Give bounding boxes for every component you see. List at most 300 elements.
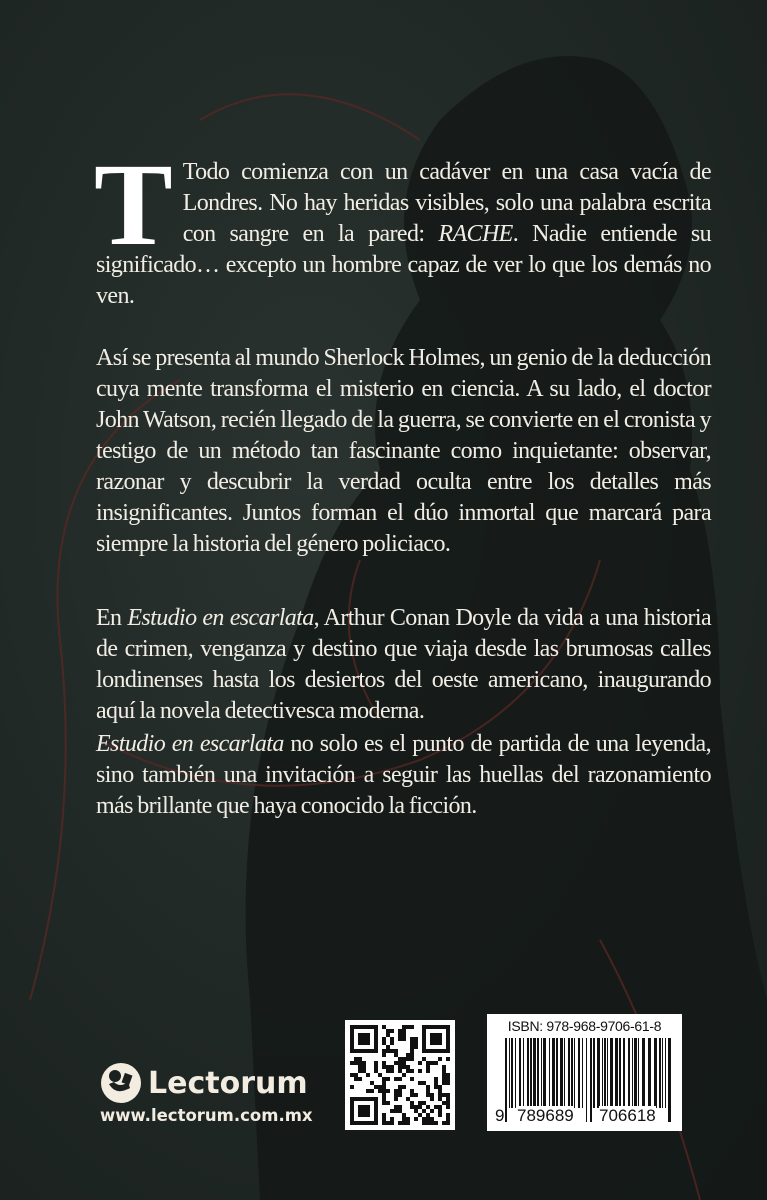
qr-module xyxy=(430,1117,434,1121)
qr-module xyxy=(430,1121,434,1125)
qr-module xyxy=(358,1069,362,1073)
qr-module xyxy=(358,1041,362,1045)
qr-module xyxy=(358,1065,362,1069)
barcode-bar xyxy=(515,1038,516,1108)
qr-module xyxy=(414,1117,418,1121)
qr-module xyxy=(438,1049,442,1053)
barcode-bar xyxy=(593,1038,595,1108)
qr-module xyxy=(446,1029,450,1033)
drop-cap: T xyxy=(94,139,173,270)
qr-module xyxy=(410,1101,414,1105)
qr-module xyxy=(402,1029,406,1033)
qr-module xyxy=(402,1025,406,1029)
qr-module xyxy=(410,1093,414,1097)
qr-module xyxy=(358,1121,362,1125)
qr-module xyxy=(402,1121,406,1125)
qr-module xyxy=(374,1033,378,1037)
qr-module xyxy=(354,1121,358,1125)
qr-module xyxy=(398,1093,402,1097)
barcode-bar xyxy=(586,1038,587,1122)
qr-module xyxy=(358,1033,362,1037)
qr-module xyxy=(386,1045,390,1049)
qr-module xyxy=(426,1069,430,1073)
barcode-bar xyxy=(568,1038,570,1108)
paragraph-closing xyxy=(96,729,711,822)
qr-module xyxy=(370,1097,374,1101)
qr-module xyxy=(362,1041,366,1045)
qr-module xyxy=(410,1069,414,1073)
qr-module xyxy=(370,1081,374,1085)
qr-module xyxy=(358,1113,362,1117)
qr-module xyxy=(406,1097,410,1101)
qr-module xyxy=(406,1065,410,1069)
qr-module xyxy=(366,1049,370,1053)
qr-module xyxy=(358,1061,362,1065)
qr-module xyxy=(394,1049,398,1053)
qr-module xyxy=(418,1081,422,1085)
qr-module xyxy=(378,1085,382,1089)
qr-module xyxy=(430,1093,434,1097)
barcode-bar xyxy=(668,1038,671,1122)
qr-module xyxy=(370,1025,374,1029)
qr-module xyxy=(398,1065,402,1069)
barcode-bar xyxy=(533,1038,536,1108)
qr-module xyxy=(350,1117,354,1121)
qr-module xyxy=(374,1065,378,1069)
qr-module xyxy=(386,1033,390,1037)
qr-module xyxy=(426,1049,430,1053)
qr-module xyxy=(366,1041,370,1045)
qr-module xyxy=(374,1049,378,1053)
barcode-bar xyxy=(574,1038,575,1108)
qr-module xyxy=(350,1121,354,1125)
qr-module xyxy=(434,1037,438,1041)
qr-module xyxy=(382,1097,386,1101)
barcode-digits-left: 789689 xyxy=(517,1106,574,1125)
qr-module xyxy=(402,1117,406,1121)
barcode-bar xyxy=(560,1038,563,1108)
barcode-bar xyxy=(634,1038,637,1108)
qr-module xyxy=(366,1105,370,1109)
qr-module xyxy=(410,1105,414,1109)
qr-module xyxy=(426,1025,430,1029)
qr-module xyxy=(406,1057,410,1061)
qr-module xyxy=(434,1041,438,1045)
qr-module xyxy=(362,1061,366,1065)
qr-module xyxy=(430,1037,434,1041)
qr-module xyxy=(410,1077,414,1081)
qr-module xyxy=(370,1049,374,1053)
barcode-bar xyxy=(549,1038,550,1108)
qr-module xyxy=(422,1081,426,1085)
qr-module xyxy=(442,1093,446,1097)
qr-module xyxy=(426,1061,430,1065)
qr-module xyxy=(358,1025,362,1029)
barcode-bar xyxy=(638,1038,639,1108)
qr-module xyxy=(410,1025,414,1029)
qr-module xyxy=(422,1029,426,1033)
qr-module xyxy=(414,1105,418,1109)
qr-module xyxy=(438,1033,442,1037)
qr-module xyxy=(402,1037,406,1041)
qr-module xyxy=(446,1041,450,1045)
qr-module xyxy=(446,1057,450,1061)
qr-module xyxy=(418,1069,422,1073)
paragraph-doyle xyxy=(96,603,711,727)
qr-module xyxy=(394,1053,398,1057)
qr-module xyxy=(374,1069,378,1073)
qr-module xyxy=(442,1069,446,1073)
isbn-label: ISBN: 978-968-9706-61-8 xyxy=(507,1018,662,1034)
qr-module xyxy=(386,1049,390,1053)
barcode-bar xyxy=(623,1038,625,1108)
qr-module xyxy=(426,1065,430,1069)
qr-module xyxy=(434,1121,438,1125)
qr-module xyxy=(426,1093,430,1097)
qr-module xyxy=(358,1077,362,1081)
qr-module xyxy=(386,1121,390,1125)
qr-module xyxy=(446,1033,450,1037)
qr-module xyxy=(358,1057,362,1061)
qr-module xyxy=(438,1097,442,1101)
barcode-bar xyxy=(564,1038,565,1108)
barcode-bar xyxy=(615,1038,618,1108)
barcode-bar xyxy=(523,1038,524,1108)
qr-module xyxy=(374,1121,378,1125)
qr-module xyxy=(422,1057,426,1061)
qr-module xyxy=(374,1029,378,1033)
qr-module xyxy=(370,1121,374,1125)
qr-module xyxy=(394,1089,398,1093)
qr-module xyxy=(362,1069,366,1073)
qr-module xyxy=(374,1097,378,1101)
qr-module xyxy=(406,1117,410,1121)
qr-module xyxy=(354,1097,358,1101)
qr-module xyxy=(350,1033,354,1037)
qr-module xyxy=(442,1065,446,1069)
qr-module xyxy=(414,1041,418,1045)
qr-module xyxy=(362,1113,366,1117)
qr-module xyxy=(390,1121,394,1125)
qr-module xyxy=(398,1105,402,1109)
qr-module xyxy=(370,1089,374,1093)
barcode-bar xyxy=(604,1038,606,1108)
qr-module xyxy=(374,1117,378,1121)
qr-module xyxy=(430,1025,434,1029)
qr-module xyxy=(438,1057,442,1061)
qr-module xyxy=(434,1105,438,1109)
qr-module xyxy=(446,1101,450,1105)
publisher-url: www.lectorum.com.mx xyxy=(100,1106,313,1125)
qr-module xyxy=(414,1037,418,1041)
qr-module xyxy=(438,1025,442,1029)
qr-module xyxy=(366,1073,370,1077)
qr-module xyxy=(366,1089,370,1093)
qr-module xyxy=(382,1041,386,1045)
qr-module xyxy=(350,1049,354,1053)
qr-module xyxy=(386,1029,390,1033)
qr-module xyxy=(374,1025,378,1029)
qr-module xyxy=(446,1045,450,1049)
qr-module xyxy=(354,1025,358,1029)
qr-module xyxy=(366,1121,370,1125)
qr-module xyxy=(402,1113,406,1117)
qr-module xyxy=(386,1101,390,1105)
qr-module xyxy=(410,1037,414,1041)
italic-text: RACHE xyxy=(438,221,513,247)
barcode-bar xyxy=(578,1038,580,1108)
barcode-bar xyxy=(537,1038,539,1108)
qr-module xyxy=(434,1061,438,1065)
qr-module xyxy=(374,1085,378,1089)
qr-module xyxy=(430,1097,434,1101)
qr-module xyxy=(382,1077,386,1081)
qr-module xyxy=(438,1105,442,1109)
qr-module xyxy=(422,1033,426,1037)
qr-module xyxy=(350,1073,354,1077)
qr-module xyxy=(434,1077,438,1081)
qr-module xyxy=(410,1045,414,1049)
qr-module xyxy=(350,1041,354,1045)
qr-module xyxy=(422,1037,426,1041)
qr-module xyxy=(382,1089,386,1093)
qr-module xyxy=(422,1025,426,1029)
qr-module xyxy=(350,1025,354,1029)
qr-module xyxy=(374,1041,378,1045)
qr-module xyxy=(362,1105,366,1109)
qr-module xyxy=(418,1101,422,1105)
qr-module xyxy=(426,1117,430,1121)
qr-module xyxy=(366,1097,370,1101)
qr-module xyxy=(398,1077,402,1081)
qr-module xyxy=(390,1065,394,1069)
qr-module xyxy=(434,1049,438,1053)
qr-module xyxy=(374,1109,378,1113)
qr-module xyxy=(390,1109,394,1113)
qr-module xyxy=(414,1045,418,1049)
qr-module xyxy=(410,1041,414,1045)
qr-module xyxy=(362,1121,366,1125)
qr-module xyxy=(438,1109,442,1113)
qr-module xyxy=(410,1057,414,1061)
barcode-bar xyxy=(511,1038,513,1108)
qr-module xyxy=(446,1105,450,1109)
text: Todo comienza con un cadáver en una casa vacía de Londres. No hay heridas visibles, solo una palabra escrita con sangre en la pared: xyxy=(182,159,711,247)
isbn-barcode-box xyxy=(487,1014,682,1131)
publisher-logo xyxy=(100,1062,308,1104)
qr-module xyxy=(374,1045,378,1049)
qr-module xyxy=(390,1037,394,1041)
qr-module xyxy=(398,1057,402,1061)
qr-module xyxy=(386,1065,390,1069)
qr-module xyxy=(414,1093,418,1097)
qr-module xyxy=(378,1089,382,1093)
qr-module xyxy=(390,1041,394,1045)
qr-module xyxy=(358,1097,362,1101)
paragraph-intro xyxy=(94,139,712,312)
qr-module xyxy=(394,1097,398,1101)
text: , Arthur Conan Doyle da vida a una historia de crimen, venganza y destino que viaja desde las brumosas calles londinenses hasta los desiertos del oeste americano, inaugurando aquí la novela detectivesca moderna. xyxy=(96,605,711,724)
qr-module xyxy=(386,1069,390,1073)
qr-module xyxy=(434,1025,438,1029)
qr-module xyxy=(446,1037,450,1041)
qr-module xyxy=(362,1109,366,1113)
qr-module xyxy=(434,1033,438,1037)
qr-module xyxy=(402,1065,406,1069)
qr-module xyxy=(362,1025,366,1029)
qr-module xyxy=(438,1093,442,1097)
barcode-bar xyxy=(607,1038,608,1108)
barcode-bar xyxy=(541,1038,542,1108)
qr-code xyxy=(345,1020,455,1130)
qr-module xyxy=(366,1109,370,1113)
qr-module xyxy=(382,1121,386,1125)
qr-module xyxy=(426,1105,430,1109)
qr-module xyxy=(362,1065,366,1069)
qr-module xyxy=(374,1037,378,1041)
qr-module xyxy=(386,1089,390,1093)
qr-module xyxy=(414,1109,418,1113)
qr-module xyxy=(406,1025,410,1029)
qr-module xyxy=(350,1105,354,1109)
qr-module xyxy=(398,1089,402,1093)
qr-module xyxy=(422,1109,426,1113)
qr-module xyxy=(438,1041,442,1045)
barcode-bar xyxy=(665,1038,666,1108)
qr-module xyxy=(358,1037,362,1041)
barcode-bar xyxy=(590,1038,592,1122)
barcode-bar xyxy=(597,1038,600,1108)
qr-module xyxy=(422,1117,426,1121)
qr-module xyxy=(430,1041,434,1045)
qr-module xyxy=(422,1121,426,1125)
qr-module xyxy=(382,1081,386,1085)
barcode-bar xyxy=(619,1038,621,1108)
qr-module xyxy=(382,1037,386,1041)
barcode-bar xyxy=(659,1038,661,1108)
qr-module xyxy=(374,1101,378,1105)
barcode-bar xyxy=(556,1038,558,1108)
qr-module xyxy=(366,1113,370,1117)
qr-module xyxy=(350,1029,354,1033)
qr-module xyxy=(382,1093,386,1097)
barcode-bar xyxy=(654,1038,657,1108)
qr-module xyxy=(382,1065,386,1069)
publisher-name: Lectorum xyxy=(148,1065,308,1101)
qr-module xyxy=(422,1101,426,1105)
qr-module xyxy=(350,1085,354,1089)
text: Así se presenta al mundo Sherlock Holmes, un genio de la deducción cuya mente transforma el misterio en ciencia. A su lado, el doctor John Watson, recién llegado de la guerra, se convierte en el cronista y testigo de un método tan fascinante como inquietante: observar, razonar y descubrir la verdad oculta entre los detalles más insignificantes. Juntos forman el dúo inmortal que marcará para siempre la historia del género policiaco. xyxy=(96,345,711,557)
qr-module xyxy=(366,1025,370,1029)
qr-module xyxy=(446,1121,450,1125)
qr-module xyxy=(354,1077,358,1081)
qr-module xyxy=(410,1089,414,1093)
qr-module xyxy=(390,1069,394,1073)
qr-module xyxy=(382,1085,386,1089)
qr-module xyxy=(398,1033,402,1037)
qr-module xyxy=(422,1045,426,1049)
qr-module xyxy=(386,1077,390,1081)
qr-module xyxy=(402,1073,406,1077)
qr-module xyxy=(426,1113,430,1117)
qr-module xyxy=(366,1033,370,1037)
qr-module xyxy=(354,1061,358,1065)
barcode-bar xyxy=(602,1038,603,1108)
qr-module xyxy=(410,1053,414,1057)
qr-module xyxy=(354,1057,358,1061)
barcode-bar xyxy=(530,1038,532,1108)
qr-module xyxy=(350,1097,354,1101)
qr-module xyxy=(446,1081,450,1085)
qr-module xyxy=(382,1053,386,1057)
qr-module xyxy=(438,1113,442,1117)
qr-module xyxy=(350,1061,354,1065)
qr-module xyxy=(382,1025,386,1029)
barcode-digit-first: 9 xyxy=(495,1106,505,1125)
qr-module xyxy=(374,1061,378,1065)
italic-text: Estudio en escarlata xyxy=(96,731,284,757)
qr-module xyxy=(358,1105,362,1109)
qr-module xyxy=(390,1049,394,1053)
qr-module xyxy=(410,1049,414,1053)
barcode-bar xyxy=(648,1038,651,1108)
qr-module xyxy=(434,1085,438,1089)
qr-module xyxy=(446,1093,450,1097)
barcode-bar xyxy=(662,1038,663,1108)
qr-module xyxy=(390,1117,394,1121)
qr-module xyxy=(362,1037,366,1041)
qr-module xyxy=(442,1081,446,1085)
qr-module xyxy=(418,1105,422,1109)
qr-module xyxy=(402,1085,406,1089)
lectorum-logo-icon xyxy=(100,1062,142,1104)
qr-module xyxy=(374,1113,378,1117)
qr-module xyxy=(418,1113,422,1117)
qr-module xyxy=(438,1085,442,1089)
qr-module xyxy=(354,1049,358,1053)
barcode-bar xyxy=(505,1038,507,1122)
qr-module xyxy=(398,1029,402,1033)
qr-module xyxy=(422,1049,426,1053)
barcode-bar xyxy=(552,1038,555,1108)
qr-module xyxy=(398,1037,402,1041)
qr-module xyxy=(382,1061,386,1065)
qr-module xyxy=(362,1097,366,1101)
qr-module xyxy=(442,1049,446,1053)
qr-module xyxy=(382,1117,386,1121)
qr-module xyxy=(430,1049,434,1053)
qr-module xyxy=(382,1049,386,1053)
qr-module xyxy=(446,1049,450,1053)
qr-module xyxy=(402,1061,406,1065)
qr-module xyxy=(430,1033,434,1037)
qr-module xyxy=(406,1121,410,1125)
qr-module xyxy=(358,1109,362,1113)
qr-module xyxy=(350,1037,354,1041)
text: no solo es el punto de partida de una leyenda, sino también una invitación a seguir las huellas del razonamiento más brillante que haya conocido la ficción. xyxy=(96,731,711,819)
barcode-digits-right: 706618 xyxy=(599,1106,656,1125)
barcode-bar xyxy=(628,1038,630,1108)
qr-module xyxy=(438,1037,442,1041)
qr-module xyxy=(382,1113,386,1117)
qr-module xyxy=(446,1113,450,1117)
qr-module xyxy=(406,1053,410,1057)
qr-module xyxy=(426,1089,430,1093)
qr-module xyxy=(426,1121,430,1125)
text: En xyxy=(96,605,128,631)
qr-module xyxy=(362,1033,366,1037)
barcode-bar xyxy=(543,1038,546,1108)
